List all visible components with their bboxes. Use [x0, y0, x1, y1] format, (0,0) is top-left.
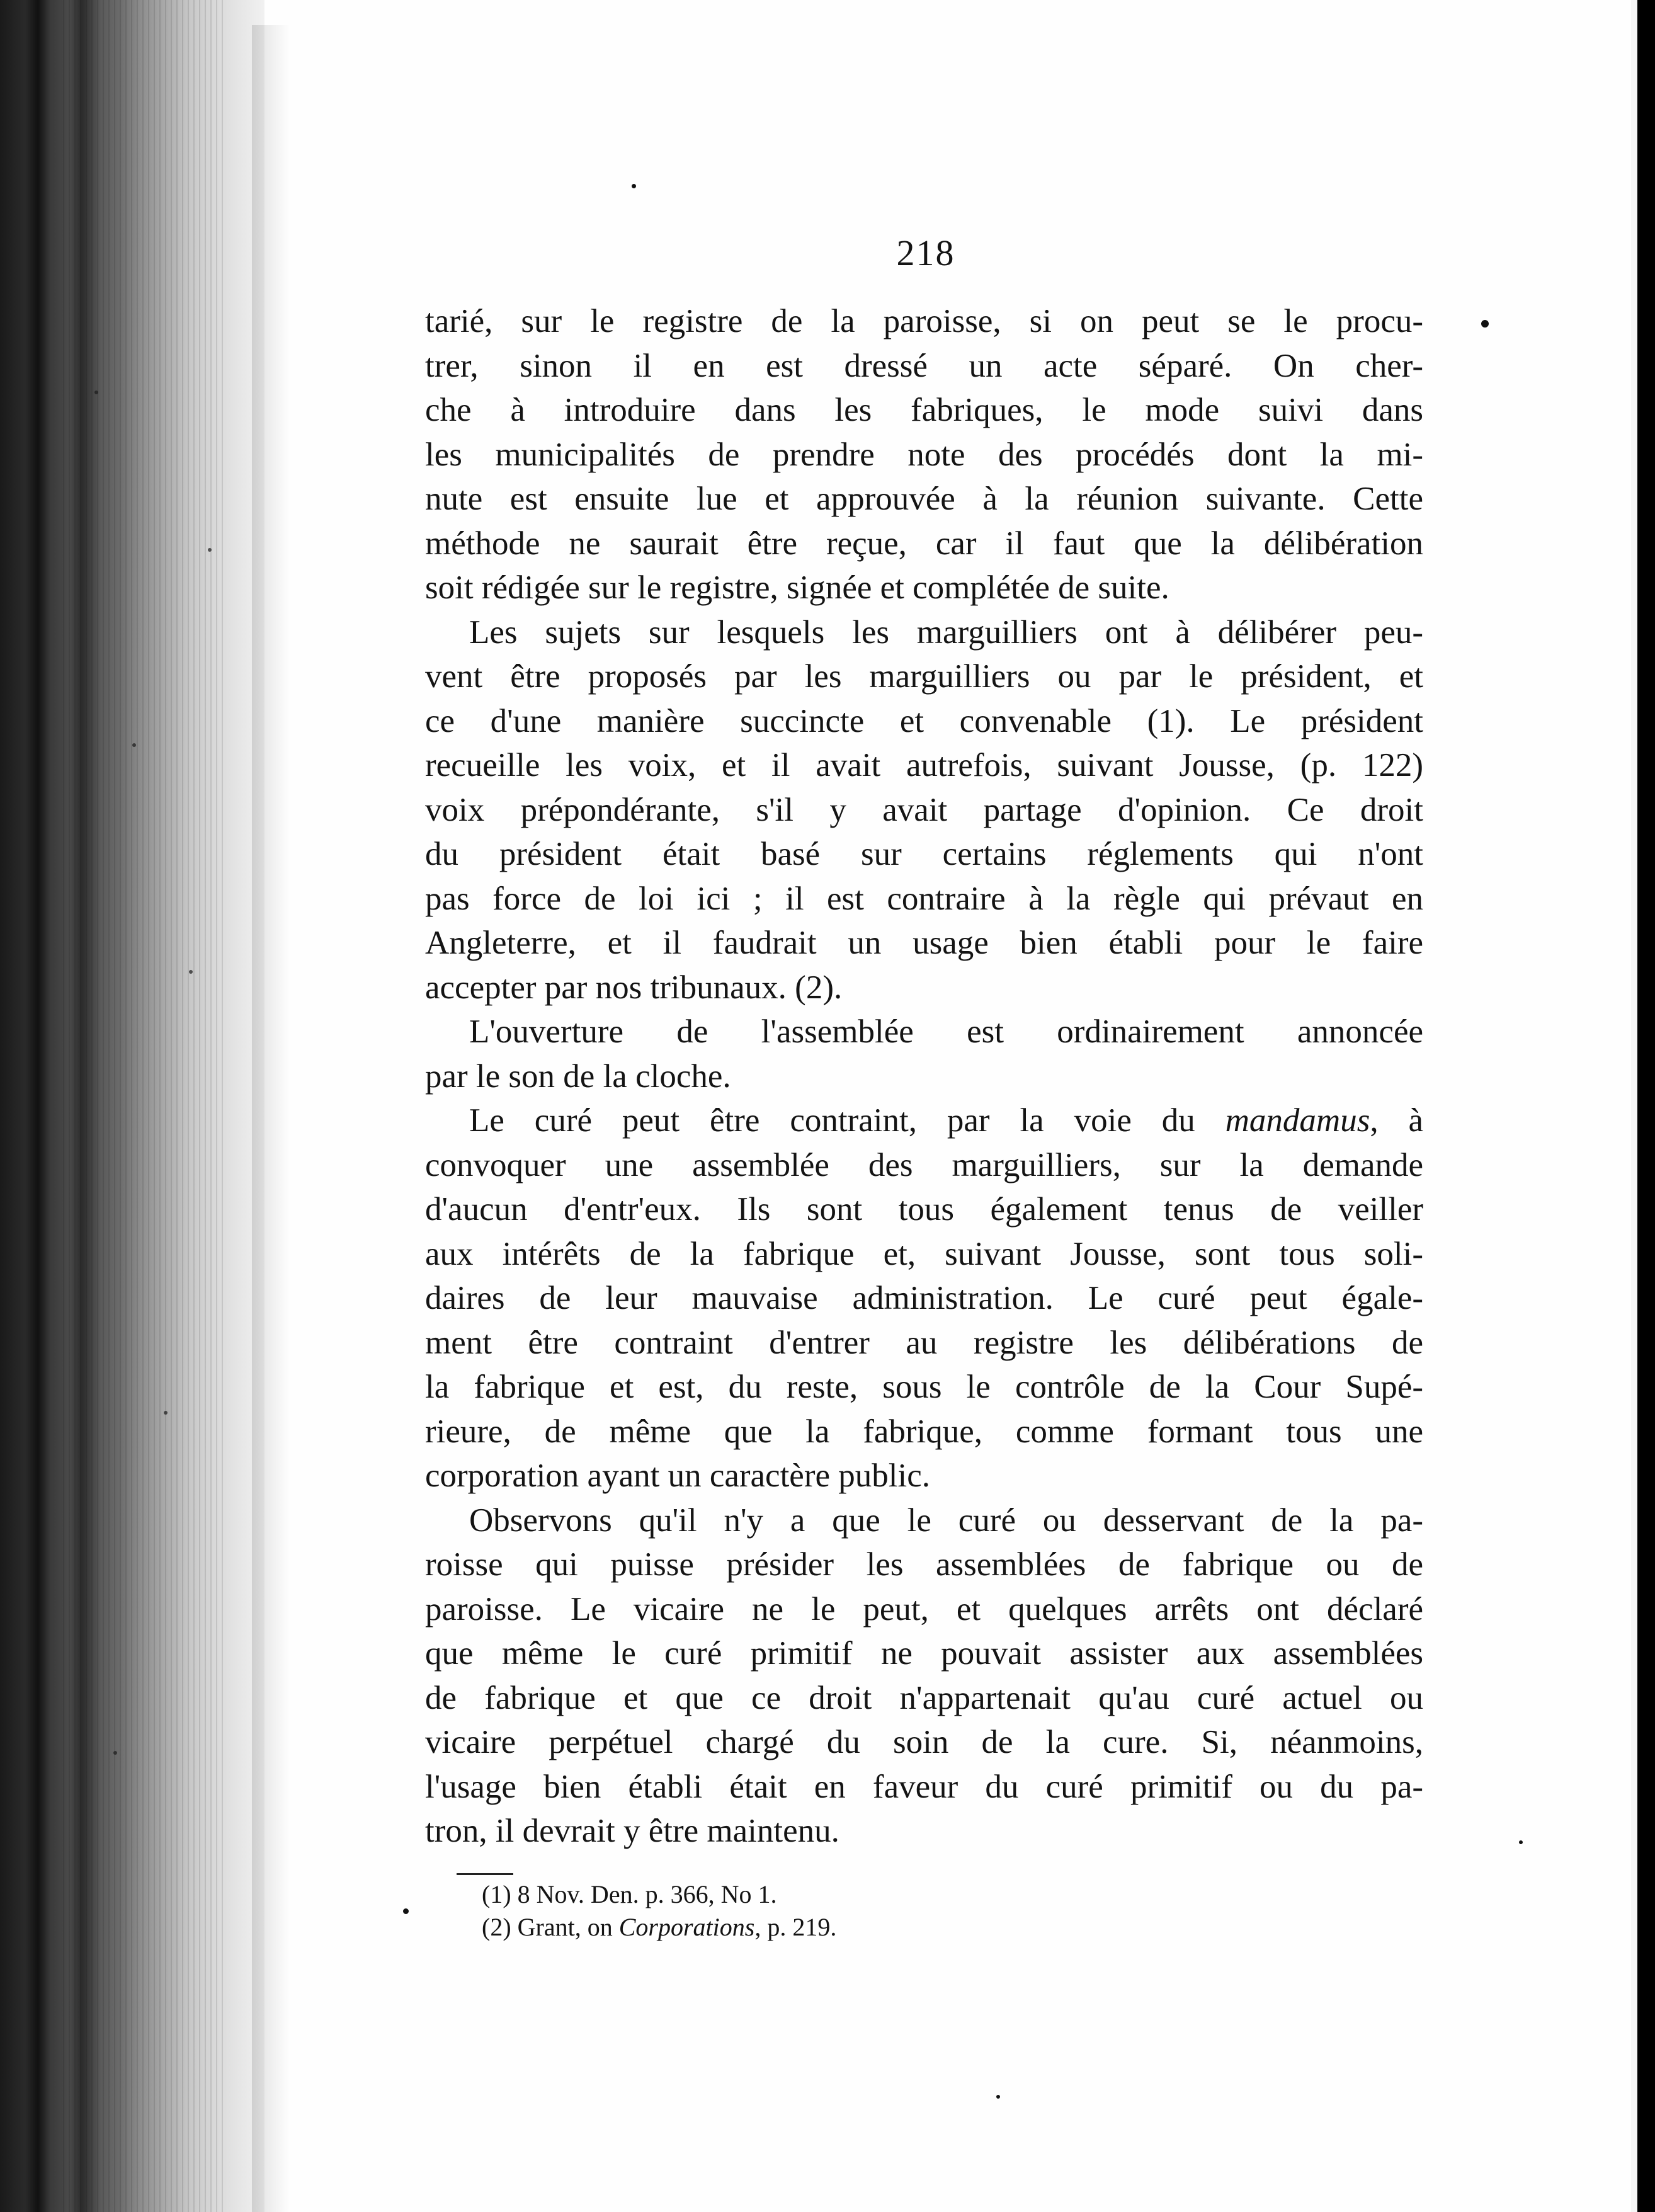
footnote-1 [482, 1878, 1237, 1911]
text-line: la fabrique et est, du reste, sous le contrôle de la Cour Supé- [425, 1369, 1423, 1405]
text-line: Les sujets sur lesquels les marguilliers ont à délibérer peu- [469, 613, 1423, 651]
text-line: roisse qui puisse présider les assemblées de fabrique ou de [425, 1546, 1423, 1583]
footnote-text: 8 Nov. Den. p. 366, No 1. [511, 1880, 777, 1908]
text-line: vicaire perpétuel chargé du soin de la cure. Si, néanmoins, [425, 1724, 1423, 1760]
footnotes [482, 1878, 1237, 1944]
footnote-marker: (2) [482, 1913, 511, 1941]
ink-dot [1519, 1840, 1523, 1844]
text-line: rieure, de même que la fabrique, comme formant tous une [425, 1413, 1423, 1450]
text-line: d'aucun d'entr'eux. Ils sont tous également tenus de veiller [425, 1191, 1423, 1228]
text-line: che à introduire dans les fabriques, le mode suivi dans [425, 392, 1423, 428]
text-line: méthode ne saurait être reçue, car il faut que la délibération [425, 525, 1423, 562]
text-line-mandamus [425, 1098, 1423, 1143]
ink-dot [632, 184, 636, 188]
footnote-divider [457, 1873, 513, 1875]
text-line: par le son de la cloche. [425, 1058, 731, 1095]
text-line: trer, sinon il en est dressé un acte séparé. On cher- [425, 347, 1423, 384]
text-line: convoquer une assemblée des marguilliers, sur la demande [425, 1146, 1423, 1183]
text-line: recueille les voix, et il avait autrefois, suivant Jousse, (p. 122) [425, 747, 1423, 784]
speck [113, 1751, 117, 1755]
text-line: paroisse. Le vicaire ne le peut, et quelques arrêts ont déclaré [425, 1590, 1423, 1628]
text-line: voix prépondérante, s'il y avait partage d'opinion. Ce droit [425, 791, 1423, 828]
text-line: Angleterre, et il faudrait un usage bien établi pour le faire [425, 925, 1423, 961]
ink-dot [996, 2095, 1000, 2099]
scan-border-right [1637, 0, 1655, 2212]
speck [94, 391, 98, 394]
text-line: ce d'une manière succincte et convenable (1). Le président [425, 702, 1423, 739]
speck [132, 743, 136, 747]
footnote-text: , p. 219. [754, 1913, 837, 1941]
text-line: l'usage bien établi était en faveur du curé primitif ou du pa- [425, 1768, 1423, 1805]
text-line: les municipalités de prendre note des procédés dont la mi- [425, 436, 1423, 473]
text-line: L'ouverture de l'assemblée est ordinairement annoncée [469, 1013, 1423, 1050]
text-line: corporation ayant un caractère public. [425, 1457, 930, 1494]
footnote-text: Grant, on [511, 1913, 619, 1941]
text-line: que même le curé primitif ne pouvait assister aux assemblées [425, 1635, 1423, 1672]
text-fragment: , à [1370, 1102, 1423, 1139]
text-line: ment être contraint d'entrer au registre les délibérations de [425, 1324, 1423, 1361]
speck [164, 1411, 168, 1415]
speck [208, 548, 212, 552]
gutter-shadow [252, 25, 290, 2212]
speck [189, 970, 193, 974]
text-line: pas force de loi ici ; il est contraire à la règle qui prévaut en [425, 880, 1423, 917]
text-line: soit rédigée sur le registre, signée et complétée de suite. [425, 569, 1169, 606]
text-line: Observons qu'il n'y a que le curé ou desservant de la pa- [469, 1502, 1423, 1539]
text-line: tron, il devrait y être maintenu. [425, 1813, 839, 1849]
text-line: nute est ensuite lue et approuvée à la réunion suivante. Cette [425, 481, 1423, 517]
text-line: aux intérêts de la fabrique et, suivant Jousse, sont tous soli- [425, 1235, 1423, 1272]
ink-dot [403, 1908, 409, 1914]
text-line: du président était basé sur certains réglements qui n'ont [425, 836, 1423, 872]
footnote-2 [482, 1911, 1237, 1944]
scan-border-gap [1631, 0, 1637, 2212]
page-edges [63, 0, 227, 2212]
italic-term: mandamus [1225, 1102, 1370, 1139]
text-line: tarié, sur le registre de la paroisse, si on peut se le procu- [425, 303, 1423, 339]
text-line: vent être proposés par les marguilliers ou par le président, et [425, 658, 1423, 695]
body-text [425, 299, 1423, 1854]
ink-dot [1481, 320, 1489, 328]
text-line: daires de leur mauvaise administration. Le curé peut égale- [425, 1280, 1423, 1316]
text-fragment: Le curé peut être contraint, par la voie du [469, 1102, 1226, 1139]
text-line: de fabrique et que ce droit n'appartenait qu'au curé actuel ou [425, 1679, 1423, 1716]
text-line: accepter par nos tribunaux. (2). [425, 969, 843, 1006]
footnote-italic: Corporations [618, 1913, 755, 1941]
page-number: 218 [896, 232, 955, 273]
footnote-marker: (1) [482, 1880, 511, 1908]
